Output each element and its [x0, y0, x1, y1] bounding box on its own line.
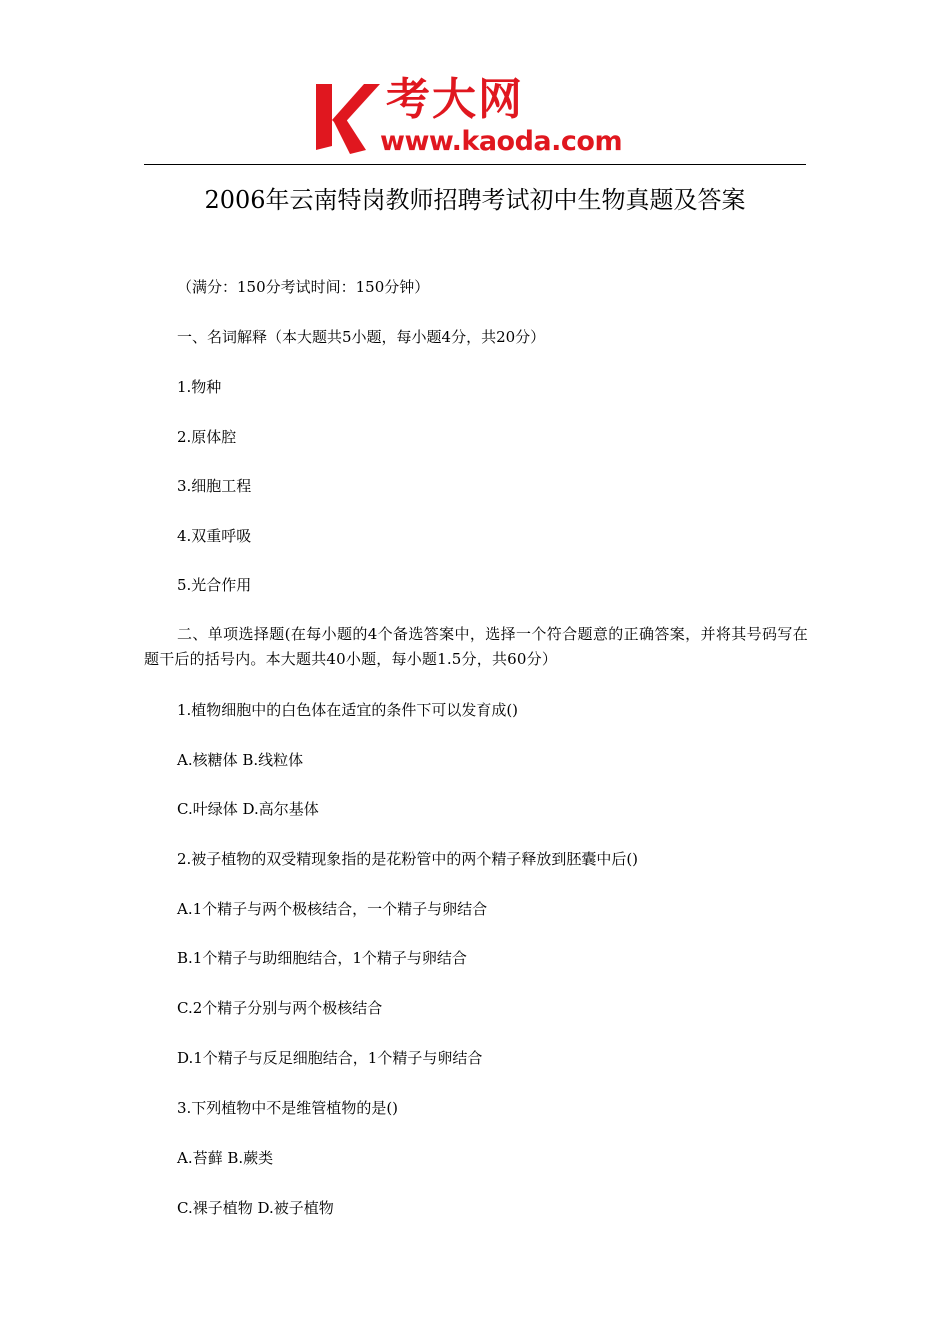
logo-url-text: www.kaoda.com: [380, 126, 623, 157]
answer-option: A.1个精子与两个极核结合，一个精子与卵结合: [177, 900, 488, 918]
logo-brand-text: 考大网: [386, 74, 524, 125]
exam-meta: （满分：150分考试时间：150分钟）: [177, 278, 430, 296]
answer-option: C.2个精子分别与两个极核结合: [177, 999, 383, 1017]
list-item: 1.物种: [177, 378, 222, 396]
answer-option: A.核糖体 B.线粒体: [177, 751, 304, 769]
answer-option: A.苔藓 B.蕨类: [177, 1149, 274, 1167]
answer-option: D.1个精子与反足细胞结合，1个精子与卵结合: [177, 1049, 483, 1067]
document-title: 2006年云南特岗教师招聘考试初中生物真题及答案: [204, 186, 746, 214]
kaoda-logo: [316, 74, 646, 160]
k-logo-icon: [316, 80, 380, 154]
answer-option: C.叶绿体 D.高尔基体: [177, 800, 319, 818]
list-item: 4.双重呼吸: [177, 527, 252, 545]
question-text: 1.植物细胞中的白色体在适宜的条件下可以发育成(): [177, 701, 519, 719]
header-divider: [144, 164, 806, 165]
question-text: 2.被子植物的双受精现象指的是花粉管中的两个精子释放到胚囊中后(): [177, 850, 639, 868]
list-item: 5.光合作用: [177, 576, 252, 594]
answer-option: B.1个精子与助细胞结合，1个精子与卵结合: [177, 949, 467, 967]
list-item: 3.细胞工程: [177, 477, 252, 495]
answer-option: C.裸子植物 D.被子植物: [177, 1199, 334, 1217]
list-item: 2.原体腔: [177, 428, 237, 446]
section-heading: 一、名词解释（本大题共5小题，每小题4分，共20分）: [177, 328, 546, 346]
section-heading: 二、单项选择题(在每小题的4个备选答案中，选择一个符合题意的正确答案，并将其号码写在题干后的括号内。本大题共40小题，每小题1.5分，共60分）: [144, 625, 808, 668]
question-text: 3.下列植物中不是维管植物的是(): [177, 1099, 399, 1117]
